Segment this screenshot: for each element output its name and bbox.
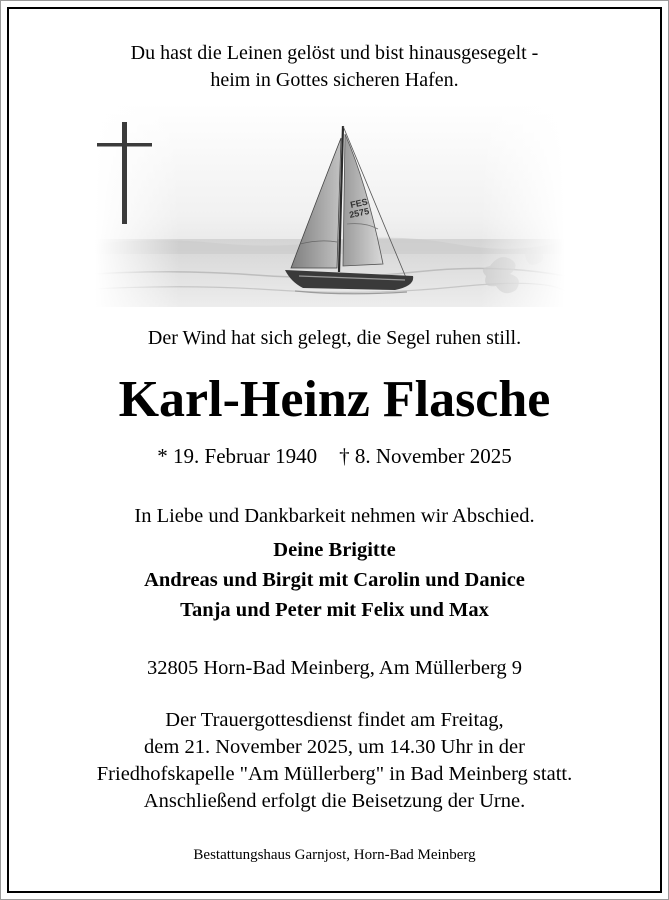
service-line-3: Friedhofskapelle "Am Müllerberg" in Bad Meinberg statt. [96,763,573,785]
service-line-1: Der Trauergottesdienst findet am Freitag, [165,709,504,731]
life-dates [0,443,669,469]
service-line-2: dem 21. November 2025, um 14.30 Uhr in der [144,736,525,758]
verse-line-1: Du hast die Leinen gelöst und bist hinausgesegelt - [130,42,539,64]
verse-bottom: Der Wind hat sich gelegt, die Segel ruhen still. [147,327,522,349]
death-date: † 8. November 2025 [339,444,512,468]
undertaker: Bestattungshaus Garnjost, Horn-Bad Meinberg [193,847,476,863]
family-line-1: Deine Brigitte [273,539,396,561]
farewell-line: In Liebe und Dankbarkeit nehmen wir Abschied. [134,505,535,527]
service-line-4: Anschließend erfolgt die Beisetzung der Urne. [143,790,526,812]
address: 32805 Horn-Bad Meinberg, Am Müllerberg 9 [146,657,523,679]
deceased-name: Karl-Heinz Flasche [118,371,551,428]
family-line-2: Andreas und Birgit mit Carolin und Danice [144,569,525,591]
birth-date: * 19. Februar 1940 [157,444,318,468]
verse-line-2: heim in Gottes sicheren Hafen. [210,69,459,91]
sailboat-illustration [95,104,565,307]
family-line-3: Tanja und Peter mit Felix und Max [180,599,489,621]
